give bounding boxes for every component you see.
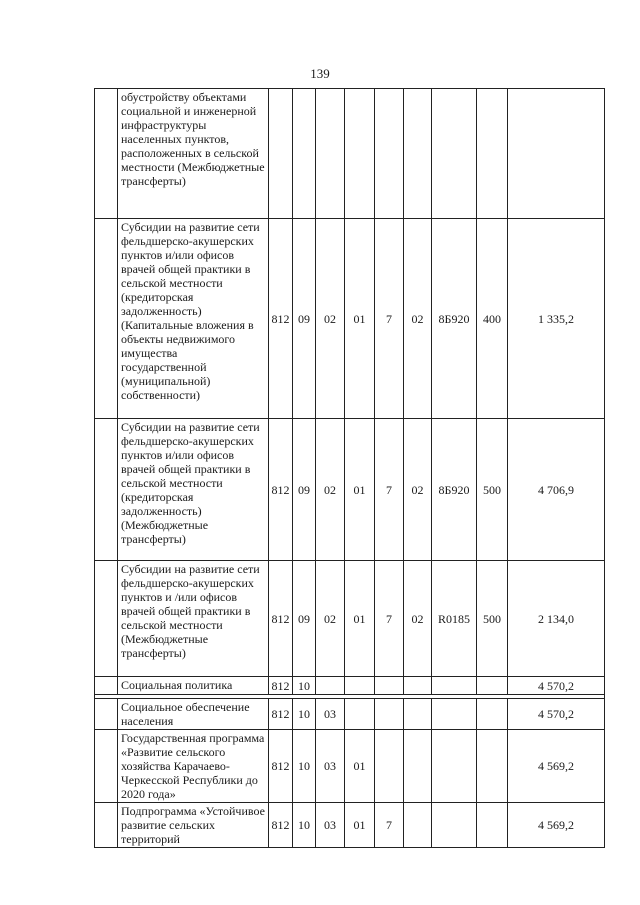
- sum-cell: 2 134,0: [508, 561, 605, 677]
- code-cell-8: [477, 730, 508, 803]
- code-cell-4: 01: [345, 419, 375, 561]
- code-cell-7: 8Б920: [432, 419, 477, 561]
- code-cell-6: 02: [404, 219, 432, 419]
- code-cell-1: 812: [269, 699, 293, 730]
- code-cell-5: 7: [375, 419, 404, 561]
- row-name: Субсидии на развитие сети фельдшерско-акушерских пунктов и/или офисов врачей общей практики в сельской местности (кредиторская задолженность) (Межбюджетные трансферты): [118, 419, 269, 561]
- code-cell-7: [432, 699, 477, 730]
- row-name: Подпрограмма «Устойчивое развитие сельских территорий: [118, 803, 269, 848]
- sum-cell: 4 570,2: [508, 699, 605, 730]
- code-cell-3: 02: [316, 561, 345, 677]
- code-cell-6: 02: [404, 561, 432, 677]
- code-cell-2: 09: [293, 219, 316, 419]
- sum-cell: 1 335,2: [508, 219, 605, 419]
- table-row: [95, 561, 605, 677]
- sum-cell: 4 569,2: [508, 803, 605, 848]
- page-number: 139: [310, 66, 330, 81]
- sum-cell: [508, 89, 605, 219]
- code-cell-6: [404, 730, 432, 803]
- code-cell-5: 7: [375, 219, 404, 419]
- code-cell-4: [345, 699, 375, 730]
- code-cell-2: 10: [293, 803, 316, 848]
- blank-cell: [95, 419, 118, 561]
- row-name: Государственная программа «Развитие сельского хозяйства Карачаево-Черкесской Республики до 2020 года»: [118, 730, 269, 803]
- blank-cell: [95, 219, 118, 419]
- table-row: [95, 419, 605, 561]
- code-cell-2: 09: [293, 419, 316, 561]
- code-cell-6: [404, 803, 432, 848]
- code-cell-3: 03: [316, 803, 345, 848]
- row-name: Субсидии на развитие сети фельдшерско-акушерских пунктов и /или офисов врачей общей практики в сельской местности (Межбюджетные трансферты): [118, 561, 269, 677]
- row-name: Социальная политика: [118, 677, 269, 695]
- sum-cell: 4 706,9: [508, 419, 605, 561]
- code-cell-7: [432, 677, 477, 695]
- table-row: [95, 219, 605, 419]
- code-cell-2: 09: [293, 561, 316, 677]
- code-cell-4: [345, 89, 375, 219]
- code-cell-7: 8Б920: [432, 219, 477, 419]
- code-cell-8: [477, 677, 508, 695]
- code-cell-8: [477, 89, 508, 219]
- budget-table: [94, 88, 605, 848]
- code-cell-1: 812: [269, 730, 293, 803]
- code-cell-1: 812: [269, 803, 293, 848]
- code-cell-6: [404, 677, 432, 695]
- blank-cell: [95, 89, 118, 219]
- code-cell-1: 812: [269, 677, 293, 695]
- code-cell-8: 500: [477, 561, 508, 677]
- code-cell-4: 01: [345, 561, 375, 677]
- code-cell-7: R0185: [432, 561, 477, 677]
- code-cell-4: 01: [345, 803, 375, 848]
- table-row: [95, 677, 605, 695]
- code-cell-6: [404, 89, 432, 219]
- code-cell-8: [477, 699, 508, 730]
- code-cell-4: [345, 677, 375, 695]
- row-name: обустройству объектами социальной и инженерной инфраструктуры населенных пунктов, расположенных в сельской местности (Межбюджетные трансферты): [118, 89, 269, 219]
- code-cell-3: 02: [316, 419, 345, 561]
- blank-cell: [95, 803, 118, 848]
- code-cell-8: 400: [477, 219, 508, 419]
- code-cell-5: 7: [375, 803, 404, 848]
- code-cell-8: [477, 803, 508, 848]
- code-cell-7: [432, 803, 477, 848]
- code-cell-1: [269, 89, 293, 219]
- table-row: [95, 699, 605, 730]
- sum-cell: 4 569,2: [508, 730, 605, 803]
- code-cell-2: 10: [293, 730, 316, 803]
- code-cell-7: [432, 730, 477, 803]
- code-cell-1: 812: [269, 561, 293, 677]
- blank-cell: [95, 699, 118, 730]
- code-cell-2: 10: [293, 677, 316, 695]
- code-cell-2: [293, 89, 316, 219]
- code-cell-1: 812: [269, 419, 293, 561]
- code-cell-3: 02: [316, 219, 345, 419]
- blank-cell: [95, 730, 118, 803]
- table-row: [95, 803, 605, 848]
- blank-cell: [95, 677, 118, 695]
- code-cell-5: [375, 730, 404, 803]
- row-name: Социальное обеспечение населения: [118, 699, 269, 730]
- sum-cell: 4 570,2: [508, 677, 605, 695]
- code-cell-8: 500: [477, 419, 508, 561]
- code-cell-3: [316, 89, 345, 219]
- code-cell-7: [432, 89, 477, 219]
- code-cell-5: [375, 677, 404, 695]
- code-cell-5: [375, 89, 404, 219]
- code-cell-4: 01: [345, 219, 375, 419]
- code-cell-4: 01: [345, 730, 375, 803]
- code-cell-5: [375, 699, 404, 730]
- code-cell-3: 03: [316, 699, 345, 730]
- code-cell-6: 02: [404, 419, 432, 561]
- code-cell-2: 10: [293, 699, 316, 730]
- table-row: [95, 730, 605, 803]
- code-cell-1: 812: [269, 219, 293, 419]
- table-row: [95, 89, 605, 219]
- code-cell-3: 03: [316, 730, 345, 803]
- code-cell-5: 7: [375, 561, 404, 677]
- code-cell-6: [404, 699, 432, 730]
- row-name: Субсидии на развитие сети фельдшерско-акушерских пунктов и/или офисов врачей общей практики в сельской местности (кредиторская задолженность) (Капитальные вложения в объекты недвижимого имущества государственной (муниципальной) собственности): [118, 219, 269, 419]
- code-cell-3: [316, 677, 345, 695]
- blank-cell: [95, 561, 118, 677]
